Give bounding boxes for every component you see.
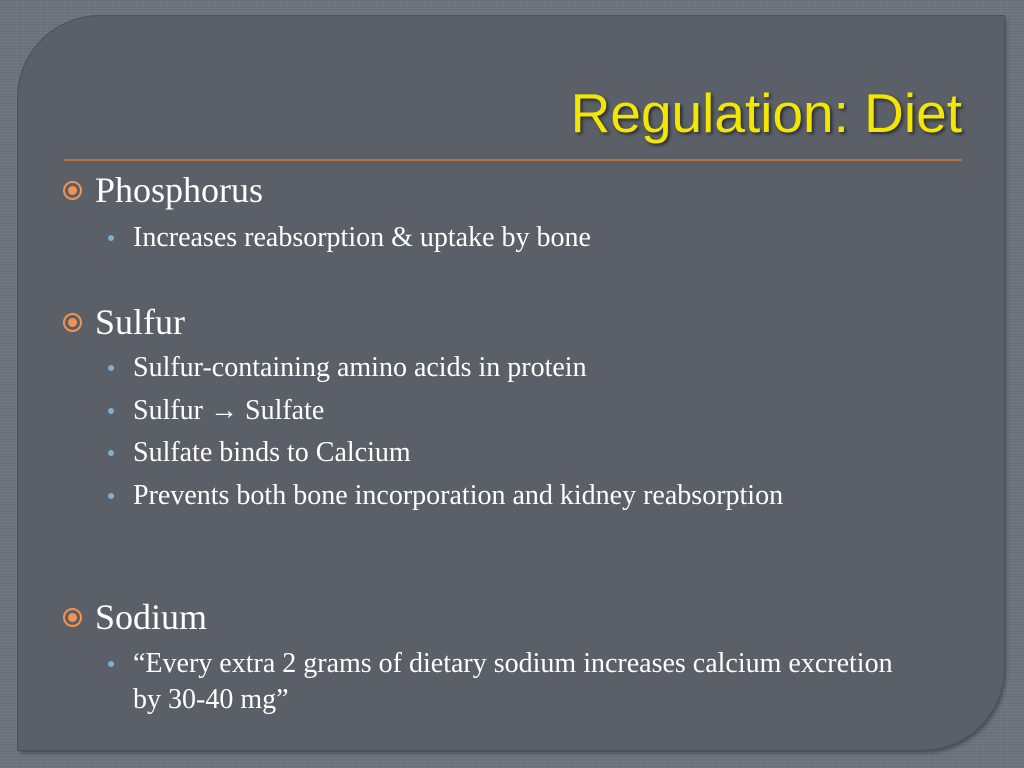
list-item — [108, 478, 868, 514]
dot-bullet-icon — [108, 365, 114, 371]
section-heading-label: Phosphorus — [95, 170, 264, 210]
list-item-text: “Every extra 2 grams of dietary sodium increases calcium excretion by 30-40 mg” — [133, 648, 893, 715]
list-item-text: Sulfur → Sulfate — [133, 395, 325, 426]
list-item-text: Sulfur-containing amino acids in protein — [133, 352, 587, 383]
dot-bullet-icon — [108, 450, 114, 456]
list-item-text: Increases reabsorption & uptake by bone — [133, 222, 591, 253]
list-item-text: Prevents both bone incorporation and kidney reabsorption — [133, 480, 784, 511]
slide-title: Regulation: Diet — [570, 82, 962, 144]
dot-bullet-icon — [108, 235, 114, 241]
list-item — [108, 646, 918, 718]
dot-bullet-icon — [108, 493, 114, 499]
section-heading-label: Sulfur — [95, 302, 185, 342]
list-item — [108, 350, 928, 386]
dot-bullet-icon — [108, 661, 114, 667]
circle-dot-bullet-icon — [63, 181, 82, 200]
circle-dot-bullet-icon — [63, 313, 82, 332]
list-item — [108, 435, 928, 471]
circle-dot-bullet-icon — [63, 608, 82, 627]
list-item — [108, 220, 928, 256]
dot-bullet-icon — [108, 408, 114, 414]
list-item-text: Sulfate binds to Calcium — [133, 437, 411, 468]
list-item — [108, 393, 928, 429]
section-heading-label: Sodium — [95, 597, 208, 637]
